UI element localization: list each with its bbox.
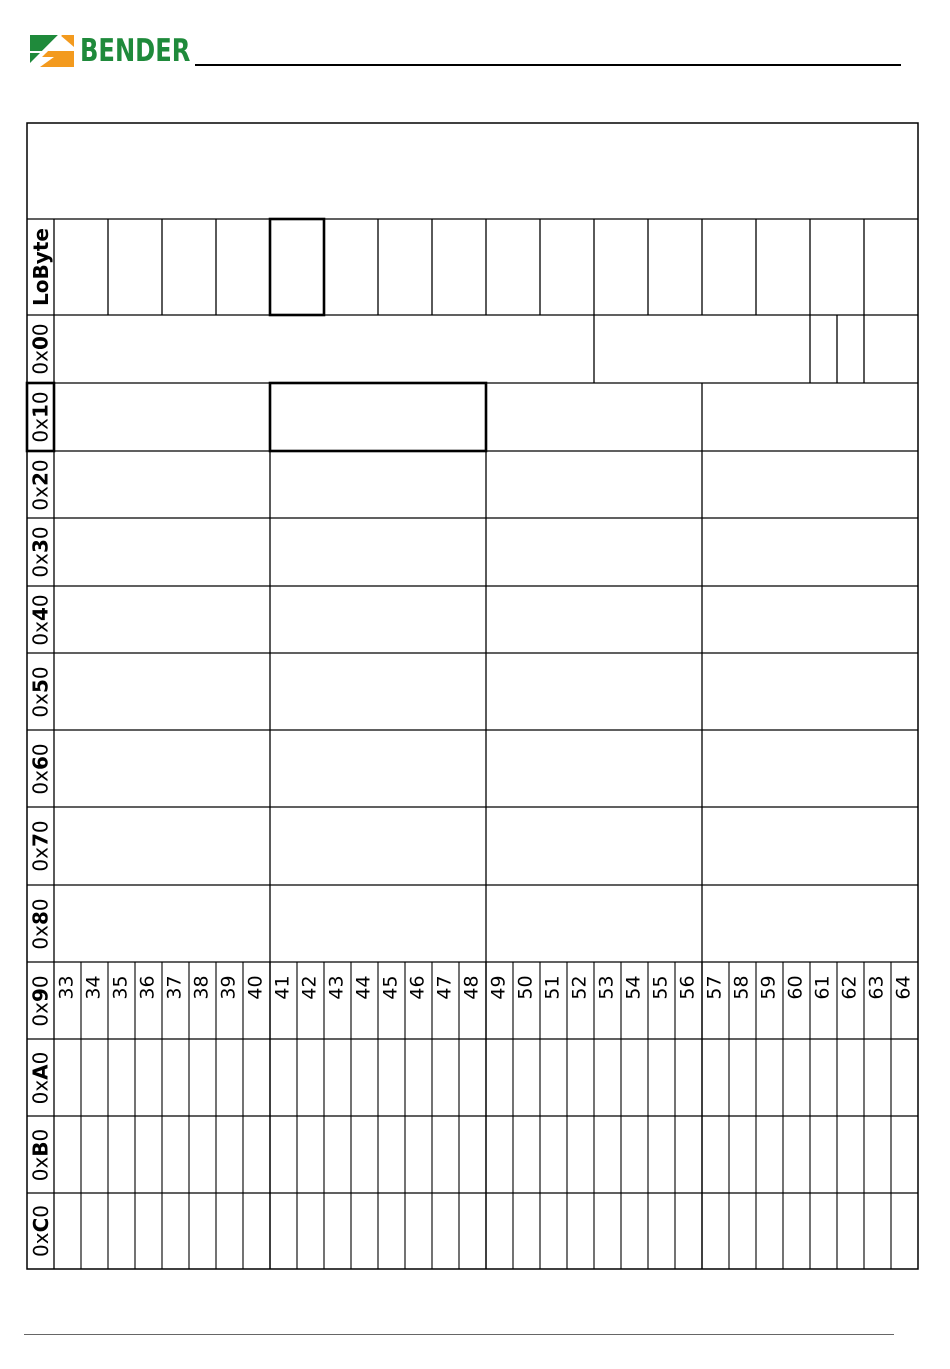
row-label-high-nibble: B xyxy=(28,1140,53,1157)
row-label xyxy=(27,730,54,807)
row-label xyxy=(27,518,54,586)
row-label-prefix: 0x xyxy=(28,1156,53,1181)
column-number: 37 xyxy=(164,975,186,1000)
column-number: 48 xyxy=(461,975,483,1000)
footer-rule xyxy=(24,1334,894,1335)
column-number: 62 xyxy=(839,975,861,1000)
row-label-prefix: 0x xyxy=(28,620,53,646)
column-number: 46 xyxy=(407,975,429,1000)
column-number: 56 xyxy=(677,975,699,1000)
column-number: 45 xyxy=(380,975,402,1000)
row-label-prefix: 0x xyxy=(28,1079,53,1104)
row-label-prefix: 0x xyxy=(28,418,53,443)
column-number: 49 xyxy=(488,975,510,1000)
column-number: 36 xyxy=(137,975,159,1000)
row-label xyxy=(27,653,54,730)
column-number: 41 xyxy=(272,975,294,1000)
row-label-suffix: 0 xyxy=(28,458,53,472)
row-label xyxy=(27,885,54,962)
row-label xyxy=(27,1039,54,1116)
column-number: 38 xyxy=(191,975,213,1000)
column-number: 54 xyxy=(623,975,645,1000)
row-label-high-nibble: 7 xyxy=(28,833,53,848)
column-number: 47 xyxy=(434,975,456,1000)
lobyte-label-text: LoByte xyxy=(28,228,53,306)
row-label xyxy=(27,315,54,383)
row-label xyxy=(27,451,54,518)
row-label-prefix: 0x xyxy=(28,350,53,375)
row-label xyxy=(27,383,54,451)
column-number: 43 xyxy=(326,975,348,1000)
row-label-suffix: 0 xyxy=(28,593,53,607)
column-number: 34 xyxy=(83,975,105,1000)
highlight-lobyte-box xyxy=(270,219,324,315)
row-label-prefix: 0x xyxy=(28,553,53,578)
column-number: 39 xyxy=(218,975,240,1000)
column-number: 33 xyxy=(56,975,78,1000)
brand-name: BENDER xyxy=(80,32,191,69)
row-label-high-nibble: 1 xyxy=(28,404,53,419)
row-label-suffix: 0 xyxy=(28,742,53,756)
column-number: 64 xyxy=(893,975,915,1000)
column-number: 63 xyxy=(866,975,888,1000)
row-label-suffix: 0 xyxy=(28,1128,53,1141)
column-number: 59 xyxy=(758,975,780,1000)
row-label-prefix: 0x xyxy=(28,1232,53,1257)
column-number: 50 xyxy=(515,975,537,1000)
column-number: 61 xyxy=(812,975,834,1000)
row-label-high-nibble: 6 xyxy=(28,755,53,770)
row-label-suffix: 0 xyxy=(28,1205,53,1218)
column-number: 42 xyxy=(299,975,321,1000)
row-label-high-nibble: 8 xyxy=(28,910,53,925)
row-label-high-nibble: 4 xyxy=(28,606,53,621)
column-number: 35 xyxy=(110,975,132,1000)
column-number: 58 xyxy=(731,975,753,1000)
row-label-suffix: 0 xyxy=(28,1051,53,1064)
row-label-high-nibble: 5 xyxy=(28,678,53,693)
column-number: 60 xyxy=(785,975,807,1000)
row-label-suffix: 0 xyxy=(28,323,53,337)
row-label-prefix: 0x xyxy=(28,692,53,718)
column-number: 55 xyxy=(650,975,672,1000)
column-number: 53 xyxy=(596,975,618,1000)
highlight-row10-box xyxy=(270,383,486,451)
row-label-suffix: 0 xyxy=(28,665,53,679)
row-label-prefix: 0x xyxy=(28,1001,53,1027)
row-label xyxy=(27,1116,54,1193)
row-label xyxy=(27,586,54,653)
row-label xyxy=(27,807,54,885)
column-number: 57 xyxy=(704,975,726,1000)
column-number: 51 xyxy=(542,975,564,1000)
row-label-high-nibble: 2 xyxy=(28,471,53,486)
row-label-prefix: 0x xyxy=(28,924,53,950)
column-number: 40 xyxy=(245,975,267,1000)
row-label-suffix: 0 xyxy=(28,897,53,911)
table-frame xyxy=(27,123,918,1269)
row-label-high-nibble: 3 xyxy=(28,539,53,554)
row-label-high-nibble: A xyxy=(28,1063,53,1080)
column-number: 52 xyxy=(569,975,591,1000)
row-label-prefix: 0x xyxy=(28,769,53,795)
row-label-prefix: 0x xyxy=(28,847,53,872)
row-label-high-nibble: 9 xyxy=(28,987,53,1002)
row-label-suffix: 0 xyxy=(28,391,53,405)
row-label-high-nibble: 0 xyxy=(28,336,53,351)
row-label-prefix: 0x xyxy=(28,485,53,511)
row-label-suffix: 0 xyxy=(28,974,53,988)
row-label-suffix: 0 xyxy=(28,820,53,834)
lobyte-label xyxy=(27,219,54,315)
row-label xyxy=(27,1193,54,1269)
column-number: 44 xyxy=(353,975,375,1000)
row-label-high-nibble: C xyxy=(28,1217,53,1233)
row-label-suffix: 0 xyxy=(28,526,53,540)
row-label xyxy=(27,962,54,1039)
